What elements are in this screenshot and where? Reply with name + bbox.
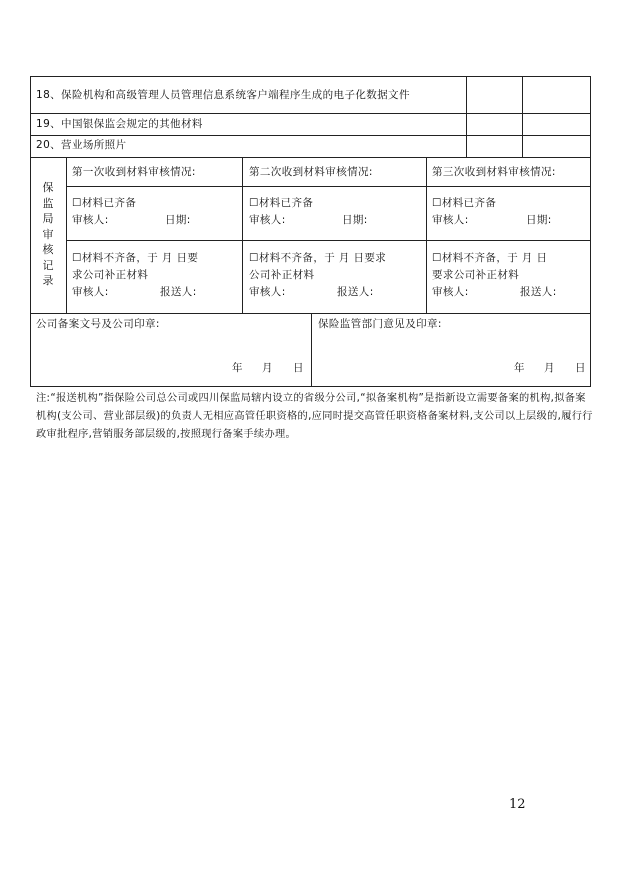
complete-checkbox-3[interactable]: ☐材料已齐备 xyxy=(432,197,497,209)
right-date-day: 日 xyxy=(575,362,586,374)
left-date-year: 年 xyxy=(232,362,243,374)
complete-reviewer-3: 审核人: xyxy=(432,214,469,226)
complete-checkbox-2[interactable]: ☐材料已齐备 xyxy=(249,197,314,209)
review-header-3: 第三次收到材料审核情况: xyxy=(432,166,556,178)
incomplete-line2-2: 公司补正材料 xyxy=(249,269,315,281)
item-row-20: 20、营业场所照片 xyxy=(36,139,127,151)
review-header-1: 第一次收到材料审核情况: xyxy=(72,166,196,178)
footnote: 注:“报送机构”指保险公司总公司或四川保监局辖内设立的省级分公司,“拟备案机构”是指新设立需要备案的机构,拟备案机构(支公司、营业部层级)的负责人无相应高管任职资格的,应同时提交高管任职资格备案材料,支公司以上层级的,履行行政审批程序,营销服务部层级的,按照现行备案手续办理。 xyxy=(36,393,593,440)
right-date-year: 年 xyxy=(514,362,525,374)
incomplete-line2-1: 求公司补正材料 xyxy=(72,269,149,281)
incomplete-sender-2: 报送人: xyxy=(337,286,374,298)
company-filing-label: 公司备案文号及公司印章: xyxy=(36,318,160,330)
review-side-label: 保监局审核记录 xyxy=(42,181,54,287)
complete-date-3: 日期: xyxy=(526,214,552,226)
incomplete-line2-3: 要求公司补正材料 xyxy=(432,269,520,281)
complete-date-2: 日期: xyxy=(342,214,368,226)
complete-checkbox-1[interactable]: ☐材料已齐备 xyxy=(72,197,137,209)
left-date-day: 日 xyxy=(293,362,304,374)
item-row-19: 19、中国银保监会规定的其他材料 xyxy=(36,118,203,130)
page-number: 12 xyxy=(509,797,526,812)
incomplete-checkbox-1[interactable]: ☐材料不齐备，于 月 日要 xyxy=(72,252,199,264)
review-header-2: 第二次收到材料审核情况: xyxy=(249,166,373,178)
incomplete-checkbox-3[interactable]: ☐材料不齐备，于 月 日 xyxy=(432,252,548,264)
incomplete-sender-3: 报送人: xyxy=(520,286,557,298)
right-date-month: 月 xyxy=(544,362,555,374)
regulator-opinion-label: 保险监管部门意见及印章: xyxy=(318,318,442,330)
item-row-18: 18、保险机构和高级管理人员管理信息系统客户端程序生成的电子化数据文件 xyxy=(36,89,410,101)
incomplete-reviewer-1: 审核人: xyxy=(72,286,109,298)
incomplete-reviewer-3: 审核人: xyxy=(432,286,469,298)
complete-date-1: 日期: xyxy=(165,214,191,226)
complete-reviewer-1: 审核人: xyxy=(72,214,109,226)
complete-reviewer-2: 审核人: xyxy=(249,214,286,226)
incomplete-sender-1: 报送人: xyxy=(160,286,197,298)
left-date-month: 月 xyxy=(262,362,273,374)
incomplete-checkbox-2[interactable]: ☐材料不齐备，于 月 日要求 xyxy=(249,252,387,264)
incomplete-reviewer-2: 审核人: xyxy=(249,286,286,298)
